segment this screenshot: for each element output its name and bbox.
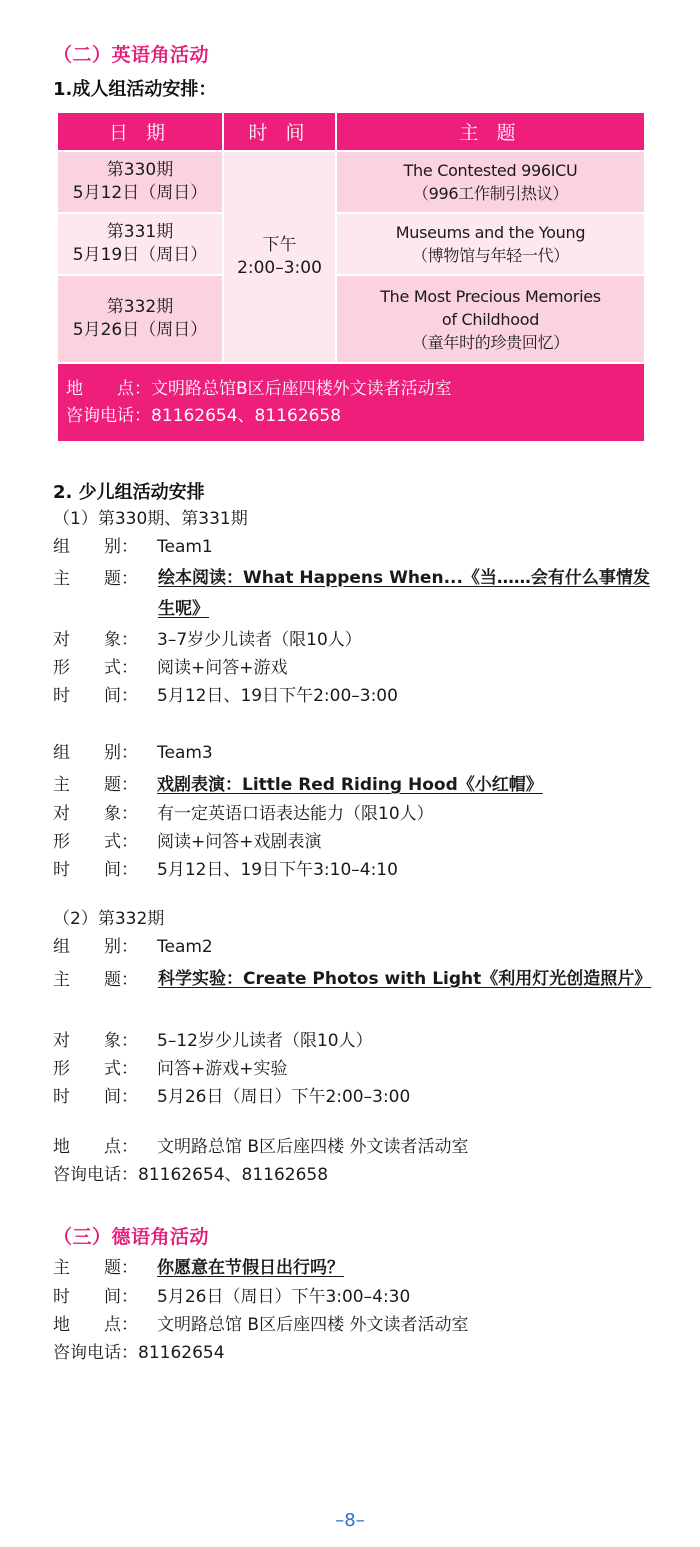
part1-title: （1）第330期、第331期: [53, 509, 248, 529]
location-contact-cell: [57, 363, 645, 442]
team1-group-row: 组 别： Team1: [53, 537, 213, 557]
german-phone-row: 咨询电话：81162654: [53, 1343, 225, 1363]
header-topic: 主 题: [336, 112, 645, 151]
page-number: –8–: [335, 1510, 365, 1531]
team2-time-row: 时 间： 5月26日（周日）下午2:00–3:00: [53, 1087, 411, 1107]
table-row: [57, 151, 645, 213]
team3-time-row: 时 间： 5月12日、19日下午3:10–4:10: [53, 860, 398, 880]
kids-schedule-title: 2. 少儿组活动安排: [53, 482, 205, 503]
part2-title: （2）第332期: [53, 909, 165, 929]
kids-phone-row: 咨询电话：81162654、81162658: [53, 1165, 329, 1185]
team1-time-row: 时 间： 5月12日、19日下午2:00–3:00: [53, 686, 398, 706]
team3-form-row: 形 式： 阅读+问答+戏剧表演: [53, 832, 322, 852]
header-date: 日 期: [57, 112, 223, 151]
german-time-row: 时 间： 5月26日（周日）下午3:00–4:30: [53, 1287, 411, 1307]
table-row: [57, 275, 645, 363]
time-cell: 下午 2:00–3:00: [223, 151, 336, 363]
team1-topic: 绘本阅读：What Happens When...《当……会有什么事情发生呢》: [158, 568, 650, 619]
team3-topic-row: 主 题： 戏剧表演：Little Red Riding Hood《小红帽》: [53, 775, 543, 795]
team2-group-row: 组 别： Team2: [53, 937, 213, 957]
team2-topic-label: 主 题：: [53, 970, 138, 990]
team3-target-row: 对 象： 有一定英语口语表达能力（限10人）: [53, 804, 434, 824]
topic-cell: The Most Precious Memories of Childhood （童年时的珍贵回忆）: [336, 275, 645, 363]
team3-group-row: 组 别： Team3: [53, 743, 213, 763]
header-time: 时 间: [223, 112, 336, 151]
date-cell: 第330期 5月12日（周日）: [57, 151, 223, 213]
section-title-german: （三）德语角活动: [53, 1226, 210, 1248]
team2-topic: 科学实验：Create Photos with Light《利用灯光创造照片》: [158, 969, 652, 989]
team2-form-row: 形 式： 问答+游戏+实验: [53, 1059, 288, 1079]
topic-cell: The Contested 996ICU （996工作制引热议）: [336, 151, 645, 213]
adult-schedule-table: [56, 111, 646, 443]
section-title-english: （二）英语角活动: [53, 44, 210, 66]
table-row: [57, 213, 645, 275]
kids-location-row: 地 点： 文明路总馆 B区后座四楼 外文读者活动室: [53, 1137, 469, 1157]
date-cell: 第332期 5月26日（周日）: [57, 275, 223, 363]
team2-target-row: 对 象： 5–12岁少儿读者（限10人）: [53, 1031, 373, 1051]
phone-text: 咨询电话：81162654、81162658: [66, 405, 342, 426]
date-cell: 第331期 5月19日（周日）: [57, 213, 223, 275]
team1-topic-label: 主 题：: [53, 569, 138, 589]
german-topic-row: 主 题： 你愿意在节假日出行吗？: [53, 1258, 344, 1278]
team1-target-row: 对 象： 3–7岁少儿读者（限10人）: [53, 630, 362, 650]
team1-form-row: 形 式： 阅读+问答+游戏: [53, 658, 288, 678]
table-header-row: [57, 112, 645, 151]
adult-schedule-title: 1.成人组活动安排：: [53, 79, 217, 100]
location-text: 地 点：文明路总馆B区后座四楼外文读者活动室: [66, 378, 452, 399]
topic-cell: Museums and the Young （博物馆与年轻一代）: [336, 213, 645, 275]
german-location-row: 地 点： 文明路总馆 B区后座四楼 外文读者活动室: [53, 1315, 469, 1335]
